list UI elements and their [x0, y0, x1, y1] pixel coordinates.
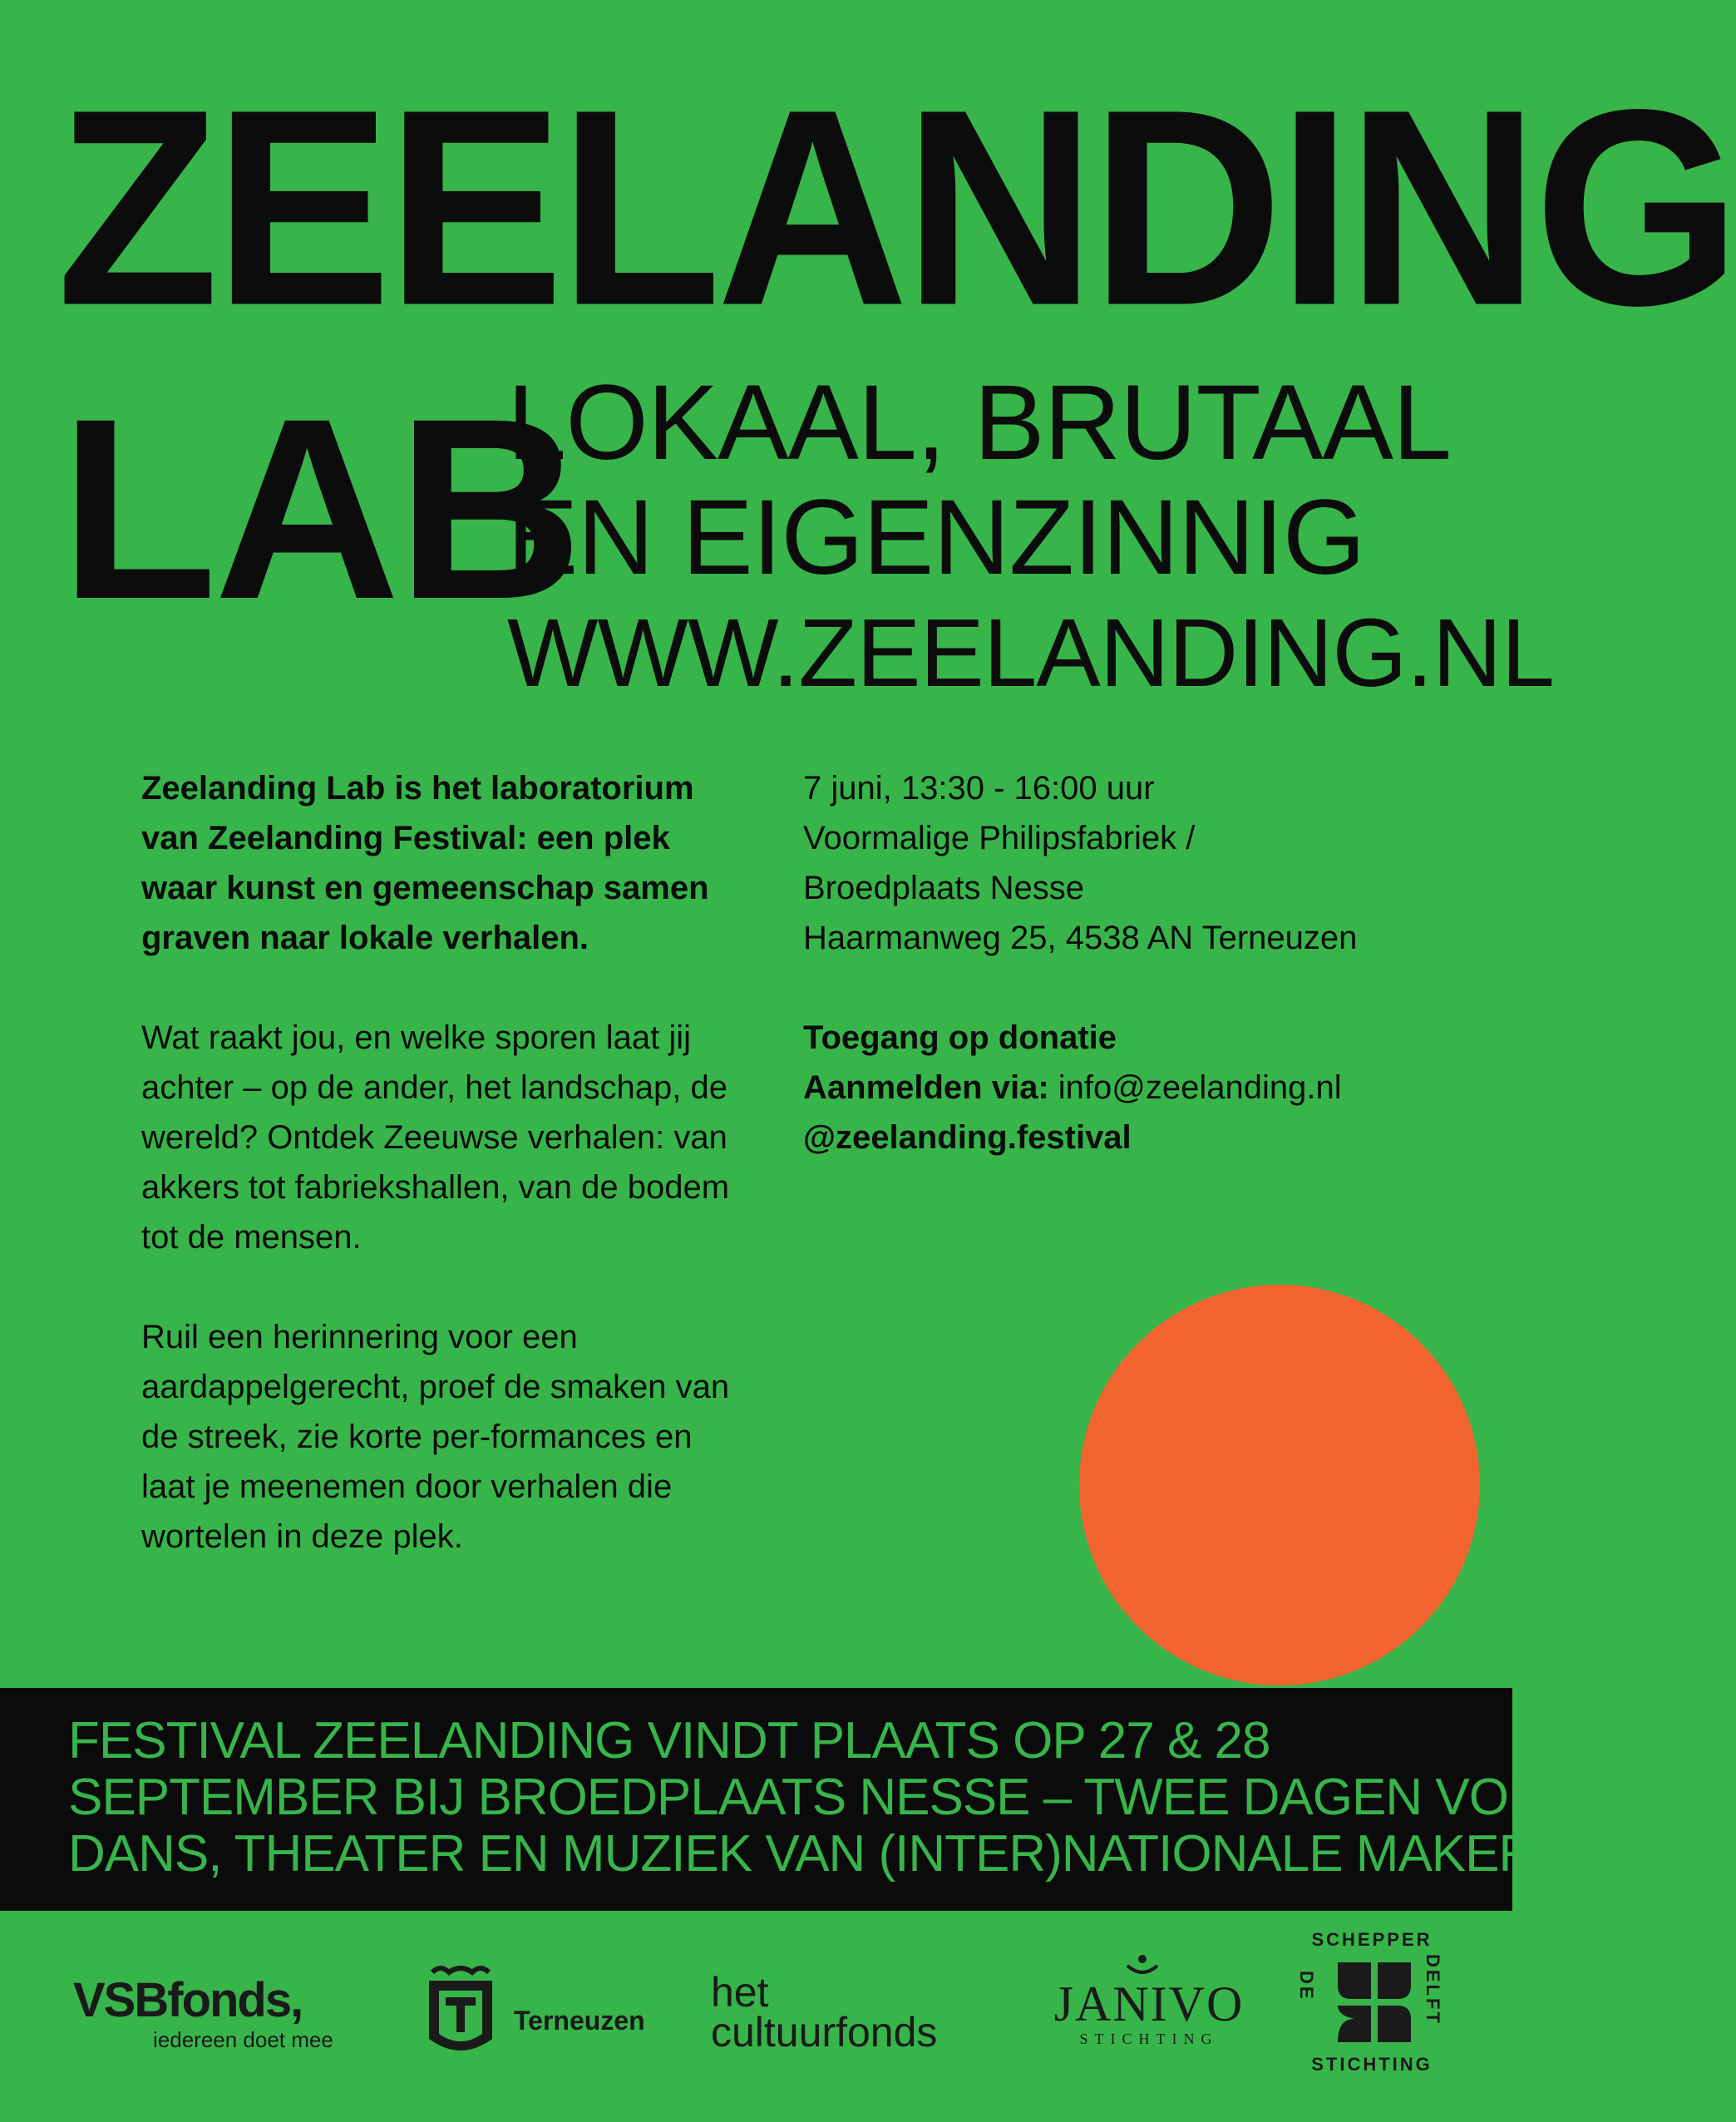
- banner-line-1: FESTIVAL ZEELANDING VINDT PLAATS OP 27 & 28: [68, 1712, 1270, 1769]
- signup-email-link[interactable]: info@zeelanding.nl: [1058, 1069, 1342, 1106]
- cultuurfonds-line-2: cultuurfonds: [711, 2009, 938, 2055]
- event-venue-line-2: Broedplaats Nesse: [803, 870, 1084, 906]
- schepper-emblem-icon: [1334, 1959, 1414, 2046]
- terneuzen-logo: [424, 1959, 665, 2067]
- schepper-stichting-logo: [1297, 1929, 1447, 2079]
- sponsor-logos: [0, 1911, 1512, 2122]
- tagline-line-1: LOKAAL, BRUTAAL: [507, 363, 1452, 482]
- schepper-delft-text: DELFT: [1423, 1954, 1443, 2026]
- cultuurfonds-line-1: het: [711, 1969, 769, 2016]
- schepper-top-text: SCHEPPER: [1311, 1929, 1433, 1950]
- tagline-block: [507, 363, 1555, 710]
- banner-line-2: SEPTEMBER BIJ BROEDPLAATS NESSE – TWEE DAGEN VOL: [68, 1769, 1536, 1826]
- festival-banner: [0, 1688, 1569, 1911]
- poster-title-lab: LAB: [60, 364, 580, 653]
- poster-title: ZEELANDING: [57, 51, 1736, 363]
- event-location-block: [803, 763, 1452, 963]
- description-paragraph-3: Ruil een herinnering voor een aardappelgerecht, proef de smaken van de streek, zie korte per-formances en laat je meenemen door verhalen die wortelen in deze plek.: [141, 1319, 730, 1555]
- event-info-column: [803, 763, 1452, 1212]
- event-contact-block: [803, 1013, 1452, 1162]
- janivo-name: JANIVO: [1053, 1976, 1245, 2031]
- vsbfonds-logo: [73, 1974, 372, 2065]
- description-lead: Zeelanding Lab is het laboratorium van Zeelanding Festival: een plek waar kunst en gemeenschap samen graven naar lokale verhalen.: [141, 770, 709, 956]
- schepper-bottom-text: STICHTING: [1311, 2054, 1433, 2075]
- orange-circle-decoration: [1079, 1285, 1480, 1685]
- cultuurfonds-logo: [711, 1969, 985, 2064]
- terneuzen-crest-icon: [424, 1959, 497, 2062]
- website-link[interactable]: WWW.ZEELANDING.NL: [507, 599, 1555, 707]
- vsbfonds-name: VSBfonds,: [73, 1973, 303, 2027]
- janivo-subtitle: STICHTING: [1079, 2031, 1219, 2047]
- terneuzen-name: Terneuzen: [514, 2006, 645, 2036]
- signup-label: Aanmelden via:: [803, 1069, 1049, 1106]
- janivo-figure-icon: [1126, 1954, 1159, 1979]
- instagram-handle[interactable]: @zeelanding.festival: [803, 1119, 1132, 1156]
- event-datetime: 7 juni, 13:30 - 16:00 uur: [803, 770, 1155, 807]
- description-paragraph-2: Wat raakt jou, en welke sporen laat jij achter – op de ander, het landschap, de wereld? Ontdek Zeeuwse verhalen: van akkers tot fabriekshallen, van de bodem tot de mensen.: [141, 1019, 730, 1256]
- description-column: [141, 763, 740, 1611]
- event-address: Haarmanweg 25, 4538 AN Terneuzen: [803, 920, 1358, 956]
- vsbfonds-tagline: iedereen doet mee: [153, 2027, 333, 2052]
- event-venue-line-1: Voormalige Philipsfabriek /: [803, 820, 1196, 856]
- admission-text: Toegang op donatie: [803, 1019, 1117, 1056]
- festival-banner-text: [68, 1712, 1569, 1883]
- janivo-logo: [1049, 1954, 1249, 2070]
- schepper-de-text: DE: [1296, 1971, 1317, 2001]
- tagline-line-2: EN EIGENZINNIG: [507, 478, 1365, 597]
- banner-line-3: DANS, THEATER EN MUZIEK VAN (INTER)NATIONALE MAKERS: [68, 1825, 1569, 1883]
